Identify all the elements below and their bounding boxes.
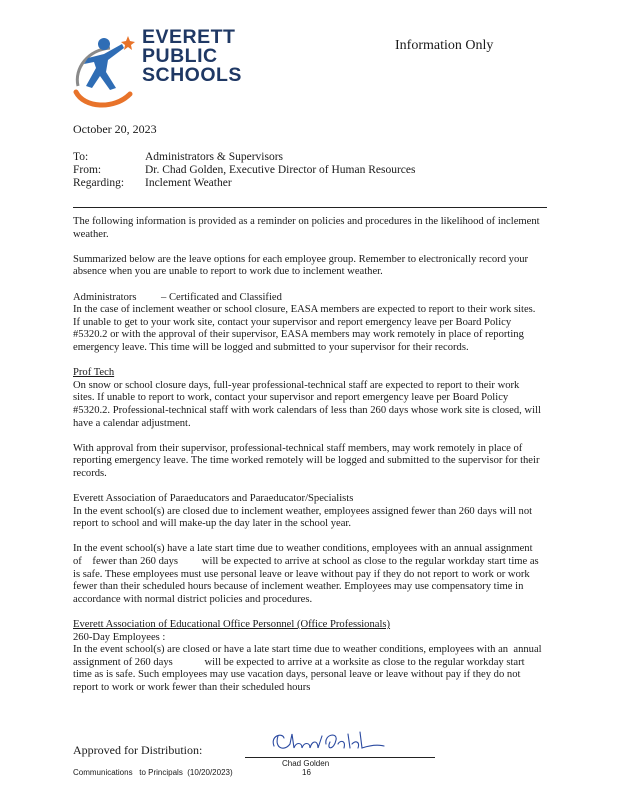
paraeducator-paragraph: In the event school(s) are closed due to inclement weather, employees assigned fewer than 260 days will not report to school and will make-up the day later in the school year.: [73, 505, 533, 530]
logo-line-2: PUBLIC: [142, 45, 218, 67]
memo-to-label: To:: [73, 151, 89, 163]
memo-to-value: Administrators & Supervisors: [145, 151, 283, 163]
logo-wordmark: [142, 28, 242, 85]
paraeducator-paragraph-2: In the event school(s) have a late start time due to weather conditions, employees with an annual assignment of fewer than 260 days will be expected to arrive at school as close to the regular workday start time as is safe. These employees must use personal leave or leave without pay if they do not report to work or work fewer than their scheduled hours because of inclement weather. Employees may use compensatory time in accordance with normal district policies and procedures.: [73, 543, 542, 605]
memo-header: [73, 151, 416, 190]
signer-name: Chad Golden: [282, 759, 330, 768]
office-professionals-subheading: 260-Day Employees :: [73, 631, 166, 643]
memo-body: [73, 216, 543, 695]
intro-paragraph: The following information is provided as a reminder on policies and procedures in the likelihood of inclement weather.: [73, 216, 540, 240]
admin-paragraph: In the case of inclement weather or school closure, EASA members are expected to report to their work sites. If unable to get to your work site, contact your supervisor and report emergency leave per Board Policy #5320.2 or with the approval of their supervisor, EASA members may work remotely in place of reporting emergency leave. This time will be logged and submitted to your supervisor for their records.: [73, 304, 536, 353]
admin-subheading: – Certificated and Classified: [161, 291, 282, 303]
approved-for-distribution-label: Approved for Distribution:: [73, 743, 203, 757]
proftech-paragraph: On snow or school closure days, full-year professional-technical staff are expected to report to their work sites. If unable to report to work, contact your supervisor and report emergency leave per Board Policy #5320.2. Professional-technical staff with work calendars of less than 260 days whose work site is closed, will have a calendar adjustment.: [73, 379, 541, 429]
office-professionals-heading: Everett Association of Educational Office Personnel (Office Professionals): [73, 619, 391, 630]
memo-date: October 20, 2023: [73, 122, 157, 136]
district-logo: [70, 28, 260, 112]
page-number: 16: [302, 768, 311, 777]
admin-heading: Administrators: [73, 291, 137, 303]
summary-paragraph: Summarized below are the leave options for each employee group. Remember to electronically record your absence when you are unable to report to work due to inclement weather.: [73, 253, 529, 278]
memo-regarding-row: [73, 177, 416, 190]
memo-from-row: [73, 164, 416, 177]
proftech-paragraph-2: With approval from their supervisor, professional-technical staff members, may work remotely in place of reporting emergency leave. The time worked remotely will be logged and submitted to the supervisor for their records.: [73, 442, 540, 479]
logo-figure-icon: [70, 28, 145, 112]
information-only-label: Information Only: [395, 38, 494, 53]
handwritten-signature: [268, 728, 388, 758]
memo-regarding-value: Inclement Weather: [145, 177, 232, 189]
proftech-heading: Prof Tech: [73, 367, 115, 379]
signature-line: [245, 757, 435, 758]
admin-heading-row: [73, 292, 282, 305]
logo-line-1: EVERETT: [142, 26, 236, 48]
memo-to-row: [73, 151, 416, 164]
paraeducator-heading: Everett Association of Paraeducators and Paraeducator/Specialists: [73, 493, 354, 505]
footer-communications: Communications to Principals (10/20/2023): [73, 768, 233, 777]
memo-from-label: From:: [73, 164, 102, 176]
office-professionals-paragraph: In the event school(s) are closed or have a late start time due to weather conditions, employees with an annual assignment of 260 days will be expected to arrive at a worksite as close to the regular workday start time as is safe. Such employees may use vacation days, personal leave or leave without pay if they do not report to work or work fewer than their scheduled hours: [73, 644, 545, 693]
logo-line-3: SCHOOLS: [142, 64, 242, 86]
header-divider: [73, 207, 547, 208]
memo-from-value: Dr. Chad Golden, Executive Director of Human Resources: [145, 164, 416, 176]
memo-regarding-label: Regarding:: [73, 177, 125, 189]
